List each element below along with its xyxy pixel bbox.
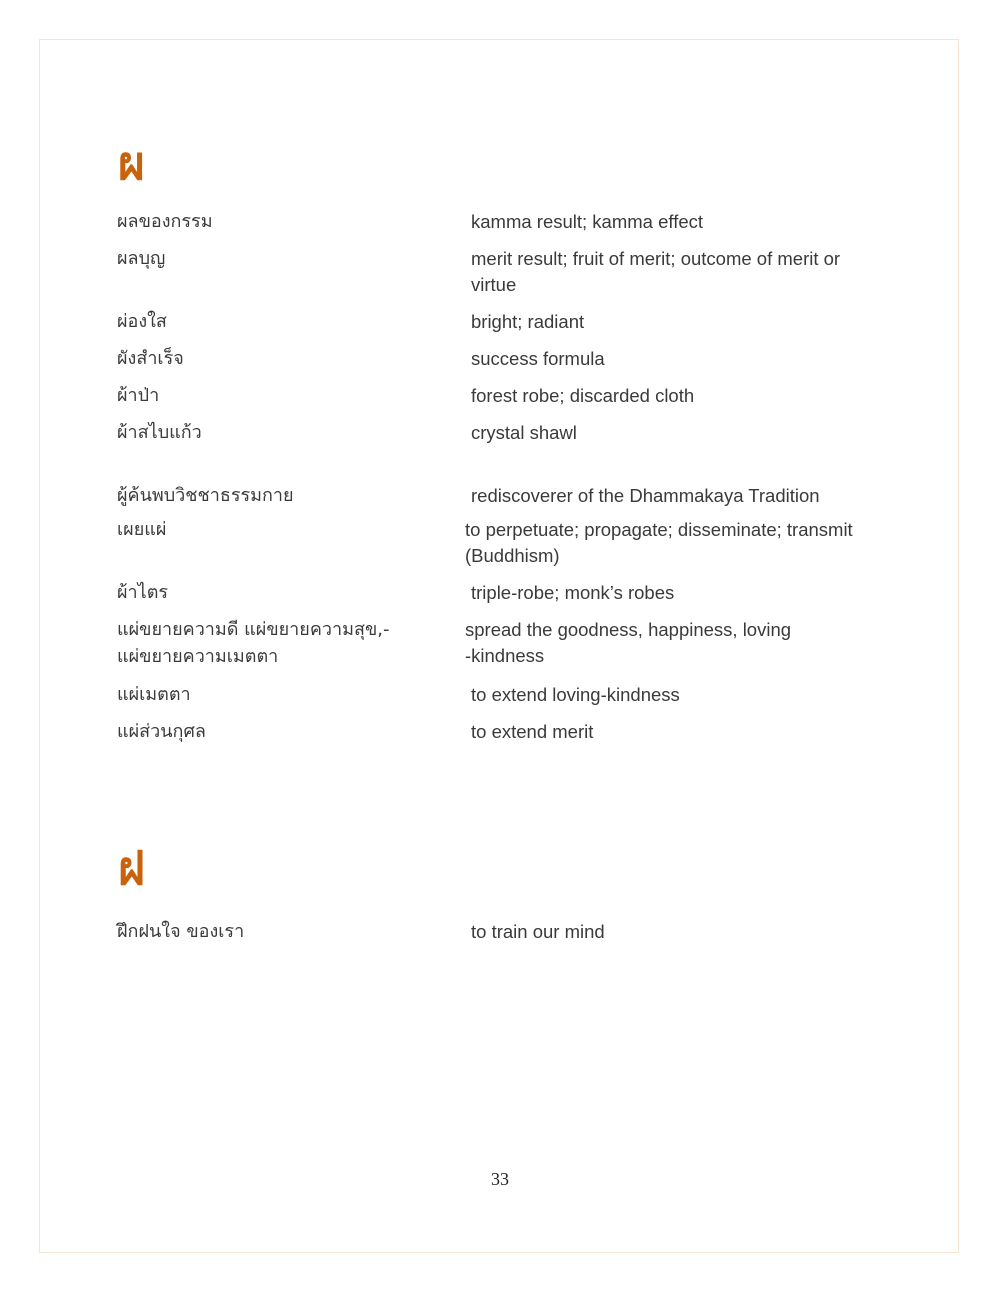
english-translation: to extend loving-kindness	[471, 684, 680, 705]
page-number: 33	[491, 1169, 509, 1189]
english-translation: kamma result; kamma effect	[471, 211, 704, 232]
thai-term: แผ่เมตตา	[117, 684, 191, 705]
thai-term: แผ่ขยายความดี แผ่ขยายความสุข,- แผ่ขยายความเมตตา	[117, 619, 390, 667]
english-translation: rediscoverer of the Dhammakaya Tradition	[471, 485, 820, 506]
thai-term: ผังสำเร็จ	[117, 348, 184, 369]
thai-term: ผู้ค้นพบวิชชาธรรมกาย	[117, 485, 294, 506]
english-translation: spread the goodness, happiness, loving -kindness	[465, 619, 792, 666]
english-translation: merit result; fruit of merit; outcome of merit or virtue	[471, 248, 841, 295]
english-translation: crystal shawl	[471, 422, 577, 443]
thai-term: ผ่องใส	[117, 311, 167, 332]
thai-term: ผลของกรรม	[117, 211, 213, 232]
thai-term: แผ่ส่วนกุศล	[117, 721, 206, 742]
thai-term: ผ้าไตร	[117, 582, 169, 603]
english-translation: to perpetuate; propagate; disseminate; transmit (Buddhism)	[465, 519, 853, 566]
thai-term: ผ้าป่า	[117, 385, 160, 406]
section-letter-pho: ผ	[118, 136, 145, 190]
thai-term: เผยแผ่	[117, 519, 167, 540]
english-translation: success formula	[471, 348, 605, 369]
section-letter-fo: ฝ	[118, 841, 145, 895]
thai-term: ฝึกฝนใจ ของเรา	[117, 921, 245, 942]
english-translation: bright; radiant	[471, 311, 585, 332]
thai-term: ผลบุญ	[117, 248, 166, 269]
english-translation: forest robe; discarded cloth	[471, 385, 695, 406]
english-translation: to train our mind	[471, 921, 605, 942]
thai-term: ผ้าสไบแก้ว	[117, 422, 202, 443]
english-translation: to extend merit	[471, 721, 594, 742]
english-translation: triple-robe; monk’s robes	[471, 582, 675, 603]
